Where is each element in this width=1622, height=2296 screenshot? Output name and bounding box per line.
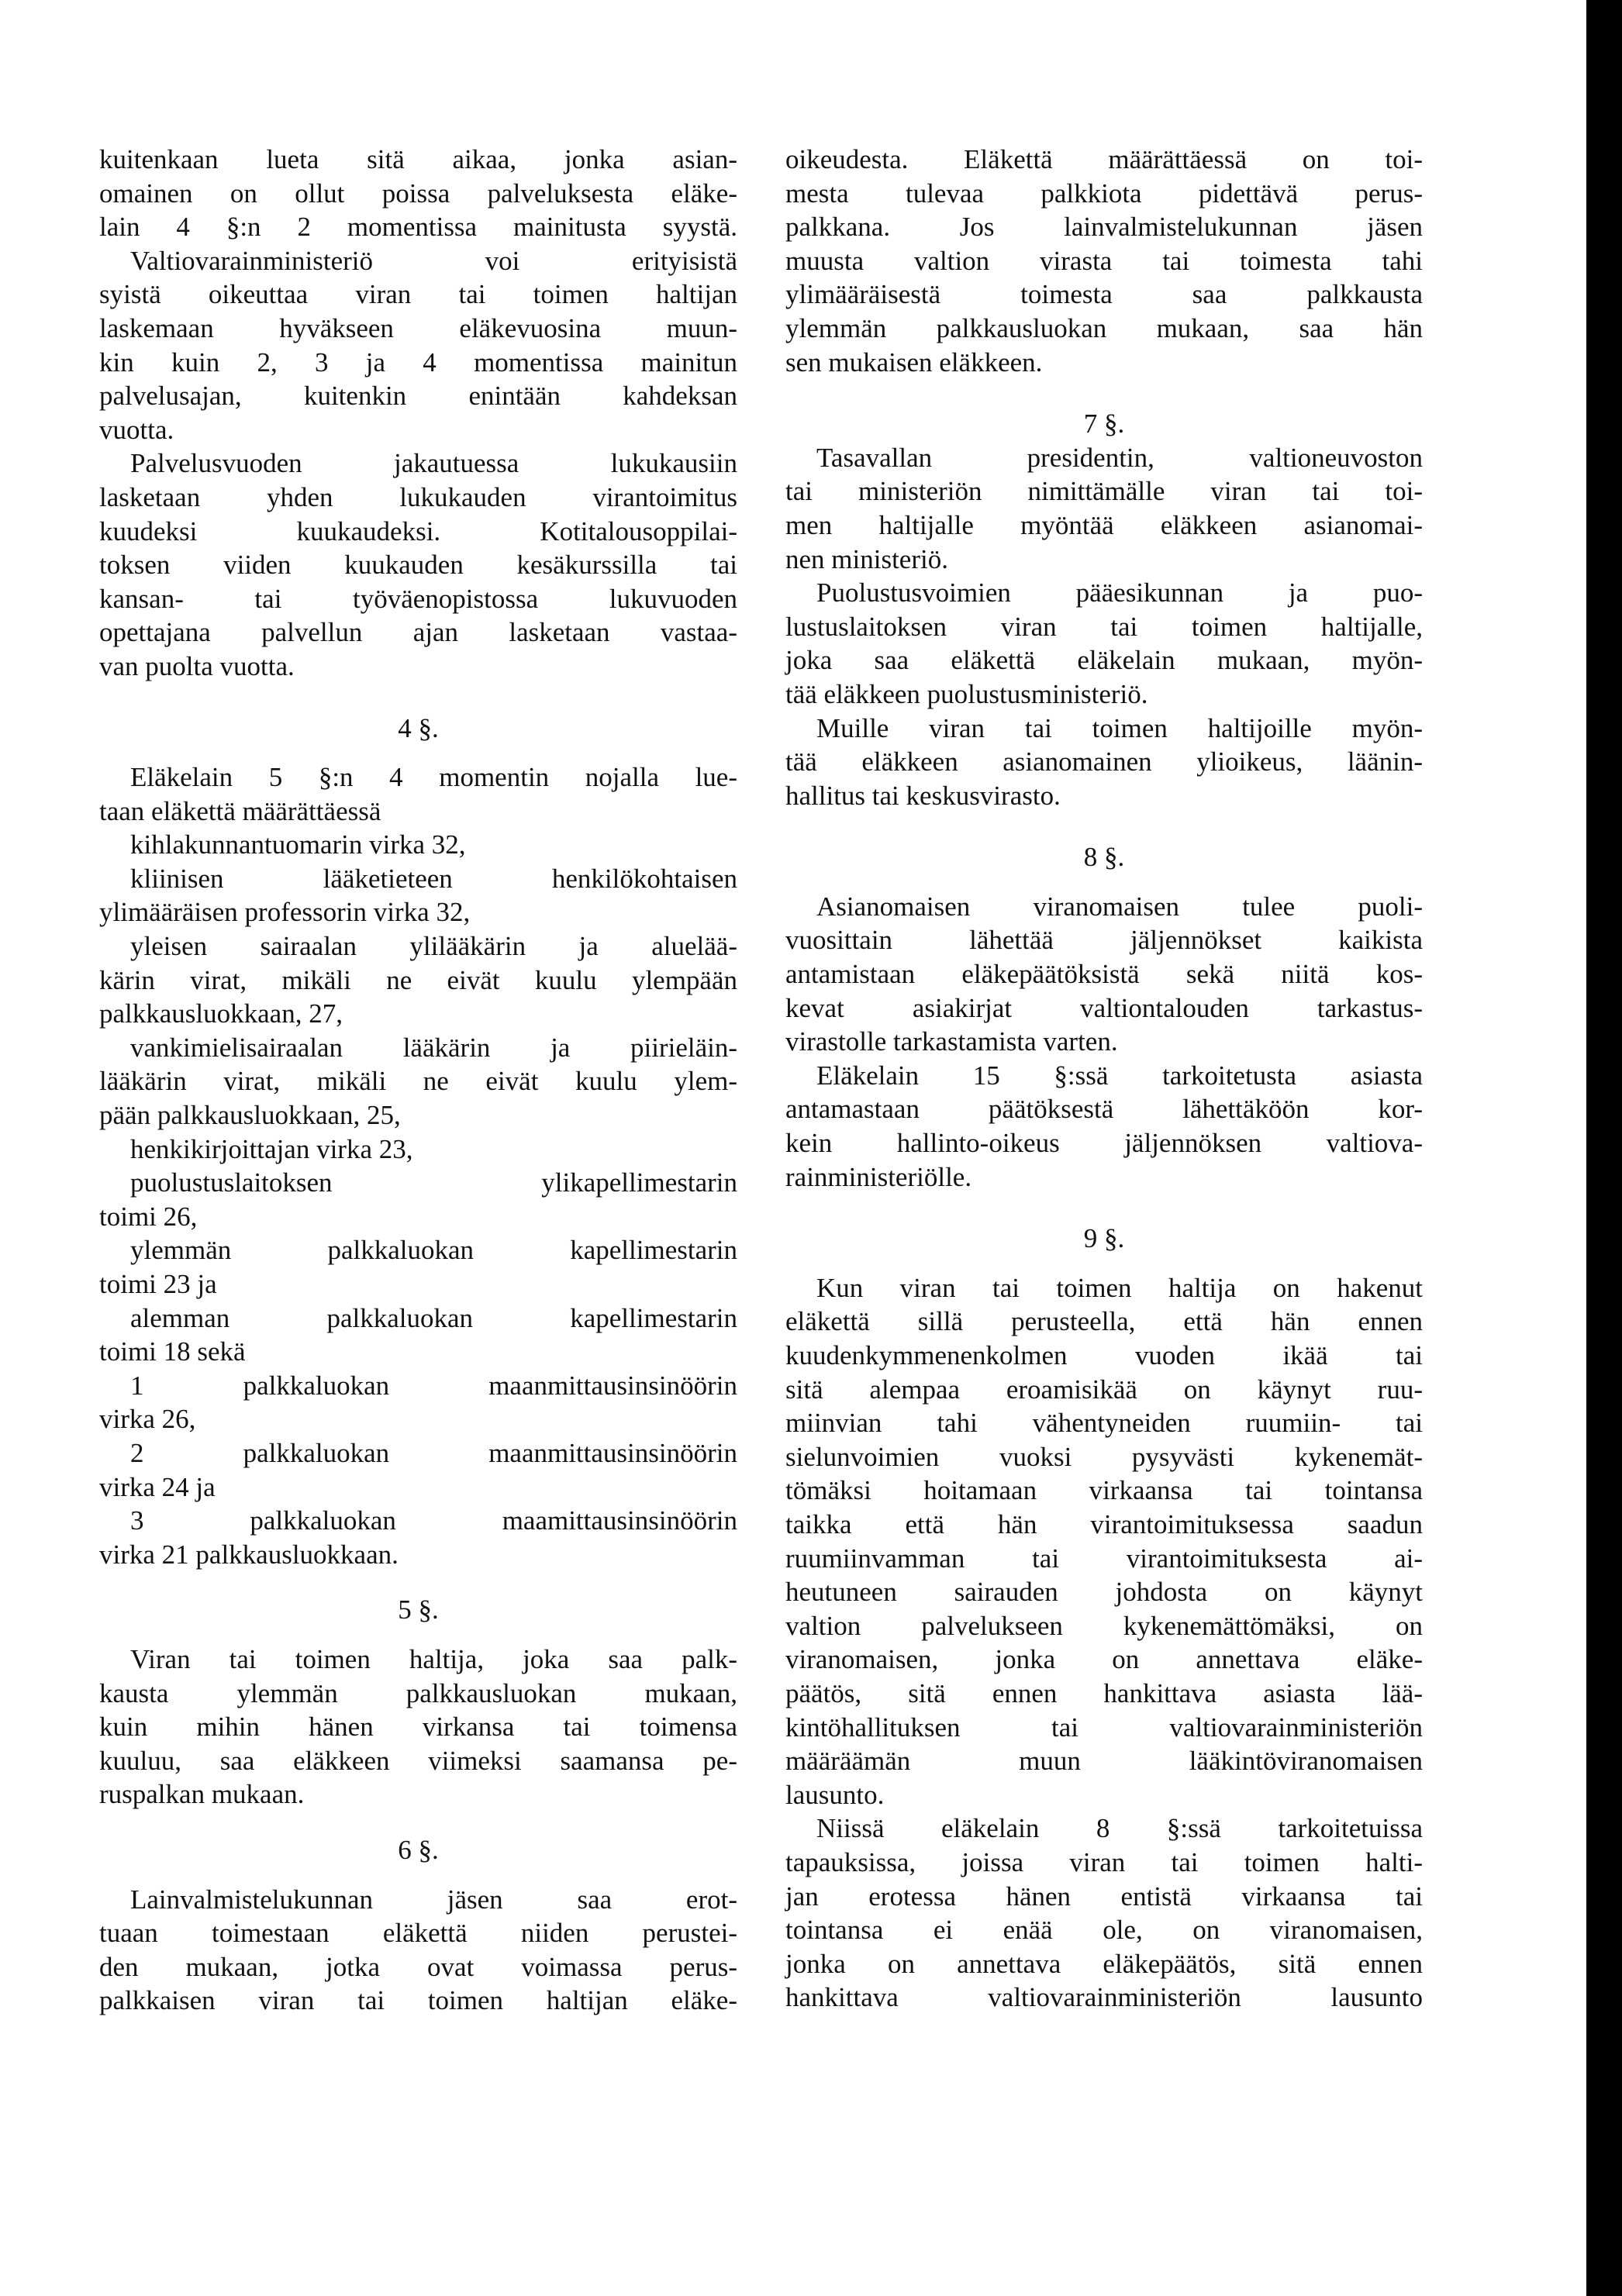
text-line: syistä oikeuttaa viran tai toimen haltijan bbox=[99, 279, 737, 310]
text-line: rainministeriölle. bbox=[785, 1161, 972, 1192]
text-line: sielunvoimien vuoksi pysyvästi kykenemät- bbox=[785, 1441, 1423, 1472]
text-line: Tasavallan presidentin, valtioneuvoston bbox=[816, 442, 1423, 473]
text-line: ylemmän palkkaluokan kapellimestarin bbox=[130, 1235, 737, 1266]
text-line: palvelusajan, kuitenkin enintään kahdeksan bbox=[99, 381, 737, 412]
text-line: kein hallinto-oikeus jäljennöksen valtiova- bbox=[785, 1128, 1423, 1159]
text-line: taan eläkettä määrättäessä bbox=[99, 795, 381, 826]
text-line: kärin virat, mikäli ne eivät kuulu ylempään bbox=[99, 964, 737, 995]
text-line: tää eläkkeen puolustusministeriö. bbox=[785, 678, 1148, 709]
text-line: sen mukaisen eläkkeen. bbox=[785, 346, 1043, 377]
text-line: tai ministeriön nimittämälle viran tai toi- bbox=[785, 476, 1423, 507]
text-line: taikka että hän virantoimituksessa saadun bbox=[785, 1508, 1423, 1539]
text-line: ylimääräisen professorin virka 32, bbox=[99, 897, 471, 928]
text-line: muusta valtion virasta tai toimesta tahi bbox=[785, 245, 1423, 276]
text-line: ruspalkan mukaan. bbox=[99, 1779, 305, 1810]
right-column bbox=[785, 143, 1423, 2015]
text-line: alemman palkkaluokan kapellimestarin bbox=[130, 1302, 737, 1333]
text-line: henkikirjoittajan virka 23, bbox=[130, 1133, 413, 1164]
text-line: Eläkelain 5 §:n 4 momentin nojalla luе- bbox=[130, 762, 737, 793]
section-heading: 4 §. bbox=[398, 712, 439, 743]
text-line: kansan- tai työväenopistossa lukuvuoden bbox=[99, 583, 737, 614]
text-line: Palvelusvuoden jakautuessa lukukausiin bbox=[130, 448, 737, 479]
text-line: kuudeksi kuukaudeksi. Kotitalousoppilai- bbox=[99, 515, 737, 546]
text-line: men haltijalle myöntää eläkkeen asianomai- bbox=[785, 509, 1423, 540]
text-line: tapauksissa, joissa viran tai toimen halti- bbox=[785, 1846, 1423, 1877]
text-line: lain 4 §:n 2 momentissa mainitusta syystä. bbox=[99, 212, 737, 243]
text-line: pään palkkausluokkaan, 25, bbox=[99, 1100, 401, 1131]
text-line: opettajana palvellun ajan lasketaan vastaa- bbox=[99, 617, 737, 648]
text-line: Valtiovarainministeriö voi erityisistä bbox=[130, 245, 737, 276]
text-line: yleisen sairaalan ylilääkärin ja aluelää- bbox=[130, 931, 737, 962]
text-line: määräämän muun lääkintöviranomaisen bbox=[785, 1746, 1423, 1777]
text-line: omainen on ollut poissa palveluksesta eläke- bbox=[99, 178, 737, 209]
text-line: toimi 26, bbox=[99, 1201, 198, 1232]
text-line: mesta tulevaa palkkiota pidettävä perus- bbox=[785, 178, 1423, 209]
text-line: kihlakunnantuomarin virka 32, bbox=[130, 829, 466, 860]
text-line: Viran tai toimen haltija, joka saa palk- bbox=[130, 1643, 737, 1674]
text-line: Eläkelain 15 §:ssä tarkoitetusta asiasta bbox=[816, 1060, 1423, 1091]
text-line: joka saa eläkettä eläkelain mukaan, myön- bbox=[785, 645, 1423, 676]
text-line: ylimääräisestä toimesta saa palkkausta bbox=[785, 279, 1423, 310]
text-line: lääkärin virat, mikäli ne eivät kuulu ylem- bbox=[99, 1066, 737, 1097]
text-line: puolustuslaitoksen ylikapellimestarin bbox=[130, 1167, 737, 1198]
text-line: virka 24 ja bbox=[99, 1471, 216, 1502]
text-line: kliinisen lääketieteen henkilökohtaisen bbox=[130, 863, 737, 894]
text-line: Asianomaisen viranomaisen tulee puoli- bbox=[816, 891, 1423, 922]
text-line: toksen viiden kuukauden kesäkurssilla tai bbox=[99, 550, 737, 581]
text-line: toimi 23 ja bbox=[99, 1269, 217, 1299]
text-line: jonka on annettava eläkepäätös, sitä ennen bbox=[785, 1948, 1423, 1979]
text-line: lausunto. bbox=[785, 1779, 885, 1810]
text-line: heutuneen sairauden johdosta on käynyt bbox=[785, 1577, 1423, 1608]
text-line: vankimielisairaalan lääkärin ja piirieläin- bbox=[130, 1032, 737, 1063]
section-heading: 9 §. bbox=[1083, 1223, 1125, 1254]
text-line: palkkausluokkaan, 27, bbox=[99, 998, 343, 1029]
text-line: Niissä eläkelain 8 §:ssä tarkoitetuissa bbox=[816, 1813, 1423, 1844]
text-line: vuosittain lähettää jäljennökset kaikista bbox=[785, 925, 1423, 956]
text-line: kuin mihin hänen virkansa tai toimensa bbox=[99, 1712, 737, 1743]
section-heading: 6 §. bbox=[398, 1834, 439, 1865]
text-line: den mukaan, jotka ovat voimassa perus- bbox=[99, 1951, 737, 1982]
text-line: viranomaisen, jonka on annettava eläke- bbox=[785, 1644, 1423, 1675]
text-line: valtion palvelukseen kykenemättömäksi, on bbox=[785, 1610, 1423, 1641]
text-line: kuitenkaan lueta sitä aikaa, jonka asian- bbox=[99, 144, 737, 174]
text-line: miinvian tahi vähentyneiden ruumiin- tai bbox=[785, 1408, 1423, 1439]
text-line: antamistaan eläkepäätöksistä sekä niitä kos- bbox=[785, 959, 1423, 990]
text-line: nen ministeriö. bbox=[785, 543, 948, 574]
text-line: lustuslaitoksen viran tai toimen haltijalle, bbox=[785, 611, 1423, 642]
text-line: virastolle tarkastamista varten. bbox=[785, 1026, 1118, 1057]
text-line: tömäksi hoitamaan virkaansa tai tointansa bbox=[785, 1475, 1423, 1506]
text-line: antamastaan päätöksestä lähettäköön kor- bbox=[785, 1094, 1423, 1125]
section-heading: 5 §. bbox=[398, 1594, 439, 1625]
text-line: 3 palkkaluokan maamittausinsinöörin bbox=[130, 1505, 737, 1536]
text-line: kausta ylemmän palkkausluokan mukaan, bbox=[99, 1677, 737, 1708]
text-line: 1 palkkaluokan maanmittausinsinöörin bbox=[130, 1370, 737, 1401]
text-line: virka 26, bbox=[99, 1404, 196, 1435]
text-line: jan erotessa hänen entistä virkaansa tai bbox=[785, 1881, 1423, 1912]
left-column bbox=[99, 143, 737, 2018]
text-line: palkkana. Jos lainvalmistelukunnan jäsen bbox=[785, 212, 1423, 243]
text-line: kuudenkymmenenkolmen vuoden ikää tai bbox=[785, 1340, 1423, 1370]
text-line: vuotta. bbox=[99, 414, 174, 445]
text-line: Lainvalmistelukunnan jäsen saa erot- bbox=[130, 1884, 737, 1915]
text-line: virka 21 palkkausluokkaan. bbox=[99, 1539, 399, 1570]
text-line: tuaan toimestaan eläkettä niiden perustei- bbox=[99, 1918, 737, 1949]
text-line: tointansa ei enää ole, on viranomaisen, bbox=[785, 1915, 1423, 1946]
text-line: päätös, sitä ennen hankittava asiasta lää- bbox=[785, 1677, 1423, 1708]
text-line: sitä alempaa eroamisikää on käynyt ruu- bbox=[785, 1374, 1423, 1405]
text-line: 2 palkkaluokan maanmittausinsinöörin bbox=[130, 1437, 737, 1468]
text-line: Puolustusvoimien pääesikunnan ja puo- bbox=[816, 577, 1423, 608]
text-line: lasketaan yhden lukukauden virantoimitus bbox=[99, 481, 737, 512]
text-line: laskemaan hyväkseen eläkevuosina muun- bbox=[99, 312, 737, 343]
text-line: Kun viran tai toimen haltija on hakenut bbox=[816, 1272, 1423, 1303]
section-heading: 7 §. bbox=[1083, 409, 1125, 440]
text-line: van puolta vuotta. bbox=[99, 650, 295, 681]
text-line: kin kuin 2, 3 ja 4 momentissa mainitun bbox=[99, 346, 737, 377]
text-line: kintöhallituksen tai valtiovarainministeriön bbox=[785, 1712, 1423, 1743]
text-line: kevat asiakirjat valtiontalouden tarkastus- bbox=[785, 992, 1423, 1023]
text-line: hallitus tai keskusvirasto. bbox=[785, 780, 1061, 811]
text-line: oikeudesta. Eläkettä määrättäessä on toi- bbox=[785, 144, 1423, 174]
text-line: palkkaisen viran tai toimen haltijan eläke- bbox=[99, 1985, 737, 2016]
text-line: tää eläkkeen asianomainen ylioikeus, läänin- bbox=[785, 746, 1423, 777]
text-line: eläkettä sillä perusteella, että hän ennen bbox=[785, 1306, 1423, 1337]
section-heading: 8 §. bbox=[1083, 842, 1125, 873]
text-line: ruumiinvamman tai virantoimituksesta ai- bbox=[785, 1543, 1423, 1574]
text-line: hankittava valtiovarainministeriön lausunto bbox=[785, 1982, 1423, 2013]
text-line: toimi 18 sekä bbox=[99, 1336, 246, 1367]
text-line: ylemmän palkkausluokan mukaan, saa hän bbox=[785, 312, 1423, 343]
text-line: kuuluu, saa eläkkeen viimeksi saamansa pe- bbox=[99, 1745, 737, 1776]
text-line: Muille viran tai toimen haltijoille myön- bbox=[816, 712, 1423, 743]
